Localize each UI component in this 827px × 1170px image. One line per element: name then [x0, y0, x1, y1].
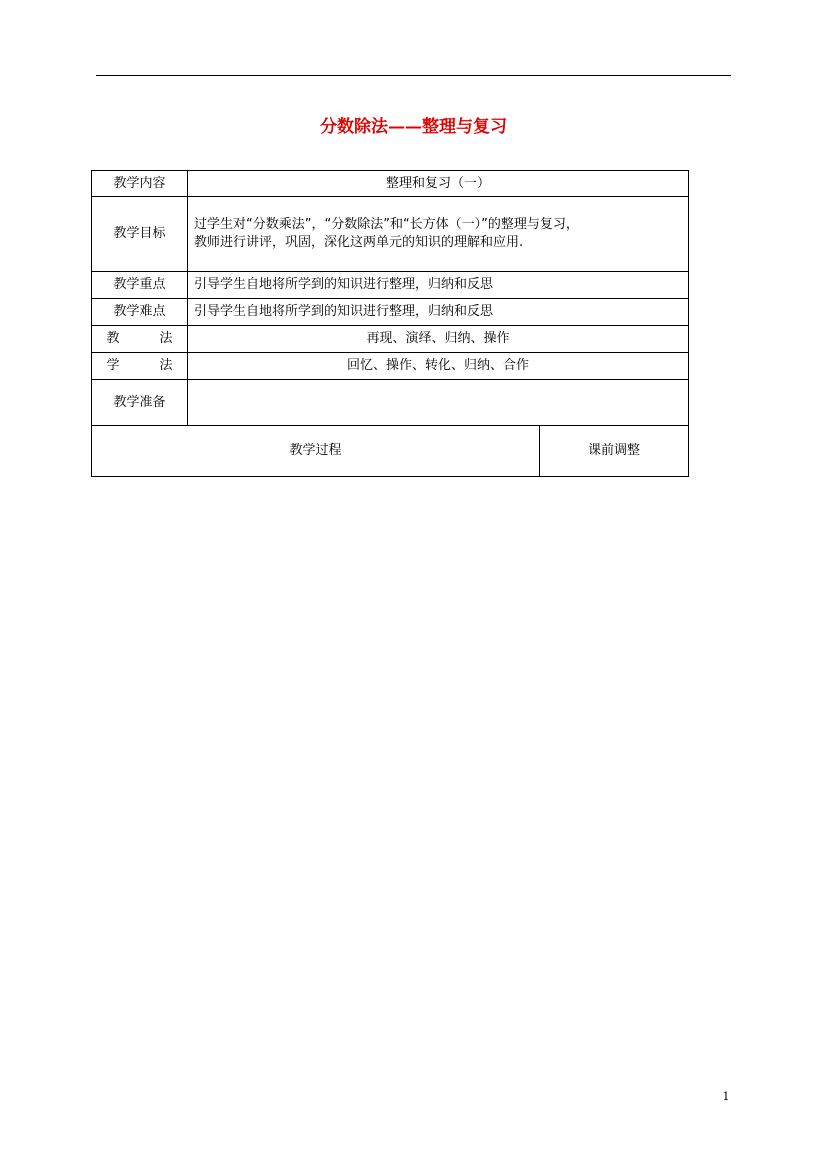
row-learning-method [92, 353, 689, 380]
row-preparation [92, 380, 689, 426]
key-points-label: 教学重点 [92, 272, 188, 299]
header-rule [96, 75, 731, 76]
difficulties-value: 引导学生自地将所学到的知识进行整理，归纳和反思 [188, 299, 689, 326]
difficulties-label: 教学难点 [92, 299, 188, 326]
row-teaching-method [92, 326, 689, 353]
adjustment-header: 课前调整 [540, 426, 689, 477]
content-value: 整理和复习（一） [188, 171, 689, 197]
objective-line-2: 教师进行讲评，巩固，深化这两单元的知识的理解和应用. [194, 235, 524, 250]
preparation-label: 教学准备 [92, 380, 188, 426]
objective-line-1: 过学生对“分数乘法”，“分数除法”和“长方体（一）”的整理与复习， [194, 217, 579, 232]
page-number: 1 [722, 1090, 730, 1103]
learning-method-label-b: 法 [159, 358, 173, 373]
row-difficulties [92, 299, 689, 326]
key-points-value: 引导学生自地将所学到的知识进行整理，归纳和反思 [188, 272, 689, 299]
teaching-method-label [92, 326, 188, 353]
teaching-method-label-b: 法 [159, 331, 173, 346]
objective-value [188, 197, 689, 272]
row-content [92, 171, 689, 197]
objective-label: 教学目标 [92, 197, 188, 272]
row-footer [92, 426, 689, 477]
learning-method-label [92, 353, 188, 380]
row-key-points [92, 272, 689, 299]
row-objective [92, 197, 689, 272]
teaching-method-value: 再现、演绎、归纳、操作 [188, 326, 689, 353]
content-label: 教学内容 [92, 171, 188, 197]
learning-method-label-a: 学 [106, 358, 120, 373]
document-title: 分数除法——整理与复习 [320, 117, 507, 137]
learning-method-value: 回忆、操作、转化、归纳、合作 [188, 353, 689, 380]
preparation-value [188, 380, 689, 426]
lesson-plan-table [91, 170, 689, 477]
teaching-method-label-a: 教 [106, 331, 120, 346]
process-header: 教学过程 [92, 426, 540, 477]
